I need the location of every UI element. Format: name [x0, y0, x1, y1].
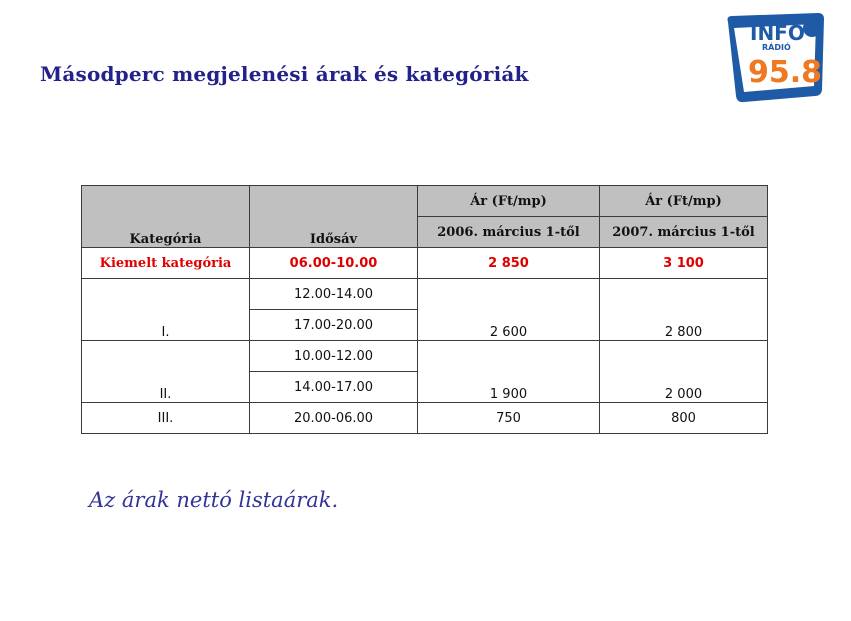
- cell-price-b: 2 000: [600, 341, 768, 403]
- table-row-group2: [82, 341, 768, 372]
- cell-timeslot: 14.00-17.00: [250, 372, 418, 403]
- cell-timeslot: 20.00-06.00: [250, 403, 418, 434]
- logo-sub: RÁDIÓ: [762, 43, 791, 52]
- cell-price-b: 800: [600, 403, 768, 434]
- cell-category: I.: [82, 279, 250, 341]
- logo-brand: INFO: [750, 21, 805, 45]
- header-period-b: 2007. március 1-től: [600, 217, 768, 248]
- header-price-a: Ár (Ft/mp): [418, 186, 600, 217]
- info-radio-logo: [722, 10, 828, 106]
- table-row-group3: [82, 403, 768, 434]
- cell-timeslot: 10.00-12.00: [250, 341, 418, 372]
- table-row-group1: [82, 279, 768, 310]
- cell-price-a: 2 850: [418, 248, 600, 279]
- page-title: Másodperc megjelenési árak és kategóriák: [40, 62, 529, 86]
- logo-frequency: 95.8: [748, 55, 823, 90]
- header-timeslot: Idősáv: [250, 186, 418, 248]
- header-row-1: [82, 186, 768, 217]
- header-period-a: 2006. március 1-től: [418, 217, 600, 248]
- cell-category: III.: [82, 403, 250, 434]
- cell-timeslot: 17.00-20.00: [250, 310, 418, 341]
- table-row-highlight: [82, 248, 768, 279]
- price-note: Az árak nettó listaárak.: [89, 488, 339, 512]
- cell-timeslot: 06.00-10.00: [250, 248, 418, 279]
- price-table: [81, 185, 768, 434]
- header-category: Kategória: [82, 186, 250, 248]
- cell-category: II.: [82, 341, 250, 403]
- cell-price-a: 1 900: [418, 341, 600, 403]
- cell-timeslot: 12.00-14.00: [250, 279, 418, 310]
- header-price-b: Ár (Ft/mp): [600, 186, 768, 217]
- cell-price-a: 2 600: [418, 279, 600, 341]
- cell-category: Kiemelt kategória: [82, 248, 250, 279]
- cell-price-a: 750: [418, 403, 600, 434]
- cell-price-b: 2 800: [600, 279, 768, 341]
- cell-price-b: 3 100: [600, 248, 768, 279]
